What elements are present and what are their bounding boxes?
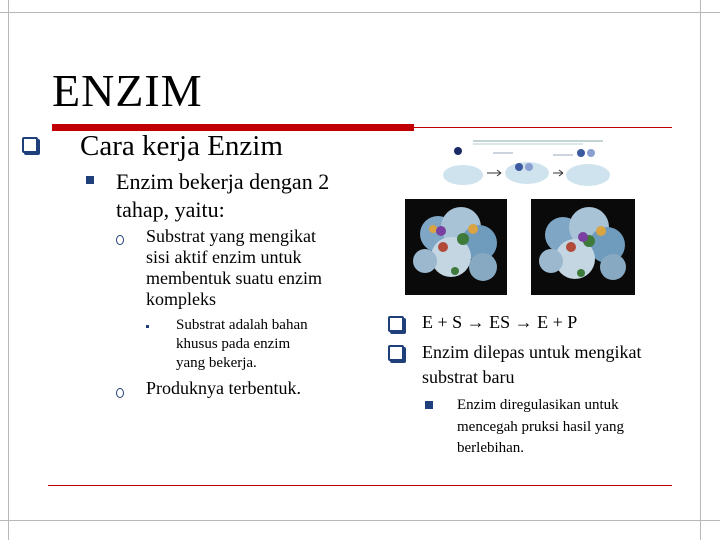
- step1-note-line-3: yang bekerja.: [176, 355, 257, 371]
- step1-line-3: membentuk suatu enzim: [146, 268, 322, 288]
- circle-bullet-icon: [116, 388, 124, 398]
- release-line-1: Enzim dilepas untuk mengikat: [422, 342, 642, 362]
- frame-line-top: [0, 12, 720, 13]
- frame-line-right: [700, 0, 701, 540]
- bottom-rule: [48, 485, 672, 486]
- checkbox-icon: [22, 137, 38, 153]
- step1-line-2: sisi aktif enzim untuk: [146, 247, 302, 267]
- checkbox-icon: [388, 345, 404, 361]
- circle-bullet-icon: [116, 235, 124, 245]
- dot-bullet-icon: [146, 325, 149, 328]
- title-underline-thin: [414, 127, 672, 128]
- step2-text: Produknya terbentuk.: [146, 378, 301, 398]
- checkbox-icon: [388, 316, 404, 332]
- release-line-2: substrat baru: [422, 367, 515, 387]
- step1-note-line-2: khusus pada enzim: [176, 336, 291, 352]
- step1-line-4: kompleks: [146, 289, 216, 309]
- point-line-2: tahap, yaitu:: [116, 197, 225, 222]
- slide-title: ENZIM: [52, 65, 203, 116]
- frame-line-bottom: [0, 520, 720, 521]
- reaction-equation: E + S → ES → E + P: [422, 312, 578, 332]
- square-bullet-icon: [86, 176, 94, 184]
- section-heading: Cara kerja Enzim: [80, 130, 283, 162]
- enzyme-figure: [403, 139, 636, 300]
- frame-line-left: [8, 0, 9, 540]
- point-line-1: Enzim bekerja dengan 2: [116, 169, 330, 194]
- step1-line-1: Substrat yang mengikat: [146, 226, 316, 246]
- regulation-line-2: mencegah pruksi hasil yang: [457, 419, 625, 435]
- square-bullet-icon: [425, 401, 433, 409]
- step1-note-line-1: Substrat adalah bahan: [176, 317, 308, 333]
- regulation-line-1: Enzim diregulasikan untuk: [457, 397, 619, 413]
- regulation-line-3: berlebihan.: [457, 440, 525, 456]
